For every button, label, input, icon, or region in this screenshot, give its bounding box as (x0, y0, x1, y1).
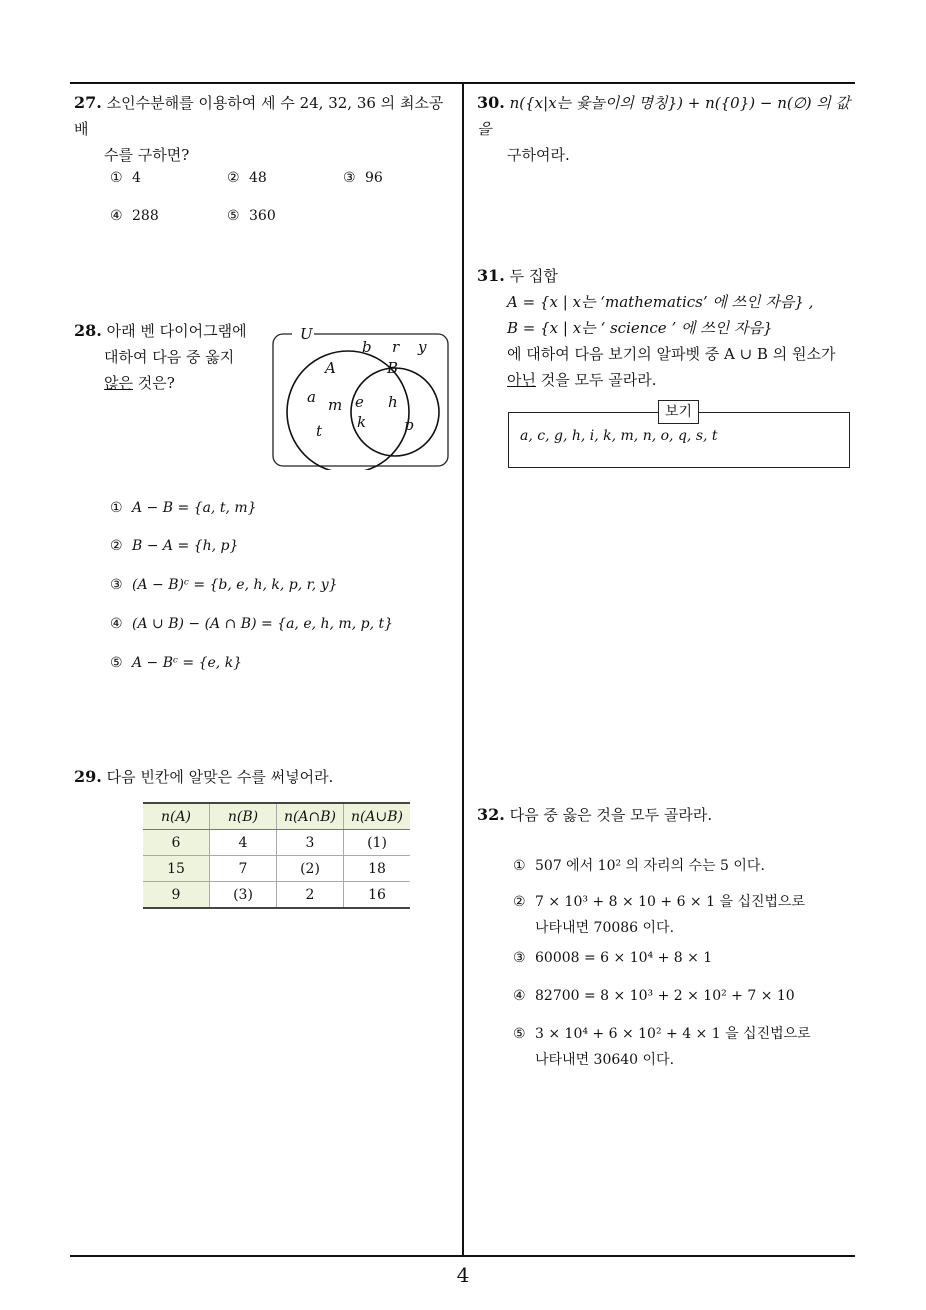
option-3[interactable]: ③ 96 (343, 170, 383, 186)
question-28: 28. 아래 벤 다이어그램에 대하여 다음 중 옳지 않은 것은? (74, 321, 247, 392)
example-box-content: a, c, g, h, i, k, m, n, o, q, s, t (520, 428, 718, 444)
table-cell: 15 (143, 856, 210, 882)
element-p: p (404, 416, 414, 434)
column-header: n(B) (210, 803, 277, 830)
venn-diagram (270, 326, 452, 470)
table-cell: 9 (143, 882, 210, 909)
element-r: r (392, 338, 400, 356)
question-31: 31. 두 집합 A = {x | x는 ‘mathematics’ 에 쓰인 자음} , B = {x | x는 ‘ science ’ 에 쓰인 자음} 에 대하여 다음 보기의 알파벳 중 A ∪ B 의 원소가 아닌 것을 모두 골라라. (477, 263, 862, 393)
column-header: n(A) (143, 803, 210, 830)
option-3[interactable]: ③ (A − B)ᶜ = {b, e, h, k, p, r, y} (110, 577, 338, 593)
bottom-rule (70, 1255, 855, 1257)
option-2[interactable]: ② 48 (227, 170, 267, 186)
table-cell: 18 (344, 856, 411, 882)
universe-label: U (300, 326, 313, 343)
option-1[interactable]: ① 507 에서 10² 의 자리의 수는 5 이다. (513, 858, 765, 874)
table-cell: 6 (143, 830, 210, 856)
element-m: m (328, 396, 343, 414)
question-27 (74, 90, 454, 168)
question-number: 28. (74, 321, 102, 340)
element-k: k (357, 413, 367, 431)
question-number: 29. (74, 767, 102, 786)
table-cell: 4 (210, 830, 277, 856)
table-header-row (143, 803, 410, 830)
question-number: 27. (74, 93, 102, 112)
question-32: 32. 다음 중 옳은 것을 모두 골라라. (477, 805, 713, 824)
set-a-definition: A = {x | x는 ‘mathematics’ 에 쓰인 자음} , (507, 293, 814, 311)
element-t: t (316, 422, 323, 440)
table-cell: 16 (344, 882, 411, 909)
question-number: 31. (477, 266, 505, 285)
example-box-title: 보기 (658, 400, 699, 424)
question-text: 수를 구하면? (104, 146, 190, 164)
table-row (143, 830, 410, 856)
option-1[interactable]: ① 4 (110, 170, 141, 186)
table-cell: 2 (277, 882, 344, 909)
option-5[interactable]: ⑤ 3 × 10⁴ + 6 × 10² + 4 × 1 을 십진법으로 나타내면 30640 이다. (513, 1026, 811, 1068)
element-e: e (355, 393, 364, 411)
question-text: n({x|x는 윷놀이의 명칭}) + n({0}) − n(∅) 의 값을 (477, 94, 851, 138)
question-29: 29. 다음 빈칸에 알맞은 수를 써넣어라. (74, 767, 334, 786)
table-row (143, 856, 410, 882)
option-4[interactable]: ④ 288 (110, 208, 159, 224)
set-b-label: B (387, 359, 399, 377)
table-cell: 7 (210, 856, 277, 882)
set-b-circle (351, 368, 439, 456)
table-row (143, 882, 410, 909)
question-text: 소인수분해를 이용하여 세 수 24, 32, 36 의 최소공배 (74, 94, 444, 138)
set-a-label: A (325, 359, 336, 377)
page-number: 4 (456, 1263, 470, 1287)
option-5[interactable]: ⑤ 360 (227, 208, 276, 224)
option-2[interactable]: ② 7 × 10³ + 8 × 10 + 6 × 1 을 십진법으로 나타내면 70086 이다. (513, 894, 806, 936)
option-4[interactable]: ④ (A ∪ B) − (A ∩ B) = {a, e, h, m, p, t} (110, 616, 393, 632)
set-b-definition: B = {x | x는 ‘ science ’ 에 쓰인 자음} (507, 319, 773, 337)
column-divider (462, 82, 464, 1257)
blank-cell[interactable]: (3) (210, 882, 277, 909)
element-y: y (418, 338, 427, 356)
option-3[interactable]: ③ 60008 = 6 × 10⁴ + 8 × 1 (513, 950, 713, 966)
table-cell: 3 (277, 830, 344, 856)
blank-cell[interactable]: (1) (344, 830, 411, 856)
column-header: n(A∪B) (344, 803, 411, 830)
option-5[interactable]: ⑤ A − Bᶜ = {e, k} (110, 655, 243, 671)
blank-cell[interactable]: (2) (277, 856, 344, 882)
element-b: b (362, 338, 372, 356)
element-a: a (307, 388, 316, 406)
element-h: h (388, 393, 398, 411)
option-2[interactable]: ② B − A = {h, p} (110, 538, 239, 554)
column-header: n(A∩B) (277, 803, 344, 830)
option-4[interactable]: ④ 82700 = 8 × 10³ + 2 × 10² + 7 × 10 (513, 988, 795, 1004)
underlined-word: 아닌 (507, 371, 536, 389)
question-number: 30. (477, 93, 505, 112)
set-count-table (143, 802, 410, 909)
question-30: 30. n({x|x는 윷놀이의 명칭}) + n({0}) − n(∅) 의 값을 구하여라. (477, 93, 851, 164)
option-1[interactable]: ① A − B = {a, t, m} (110, 500, 257, 516)
question-number: 32. (477, 805, 505, 824)
underlined-word: 않은 (104, 374, 133, 392)
